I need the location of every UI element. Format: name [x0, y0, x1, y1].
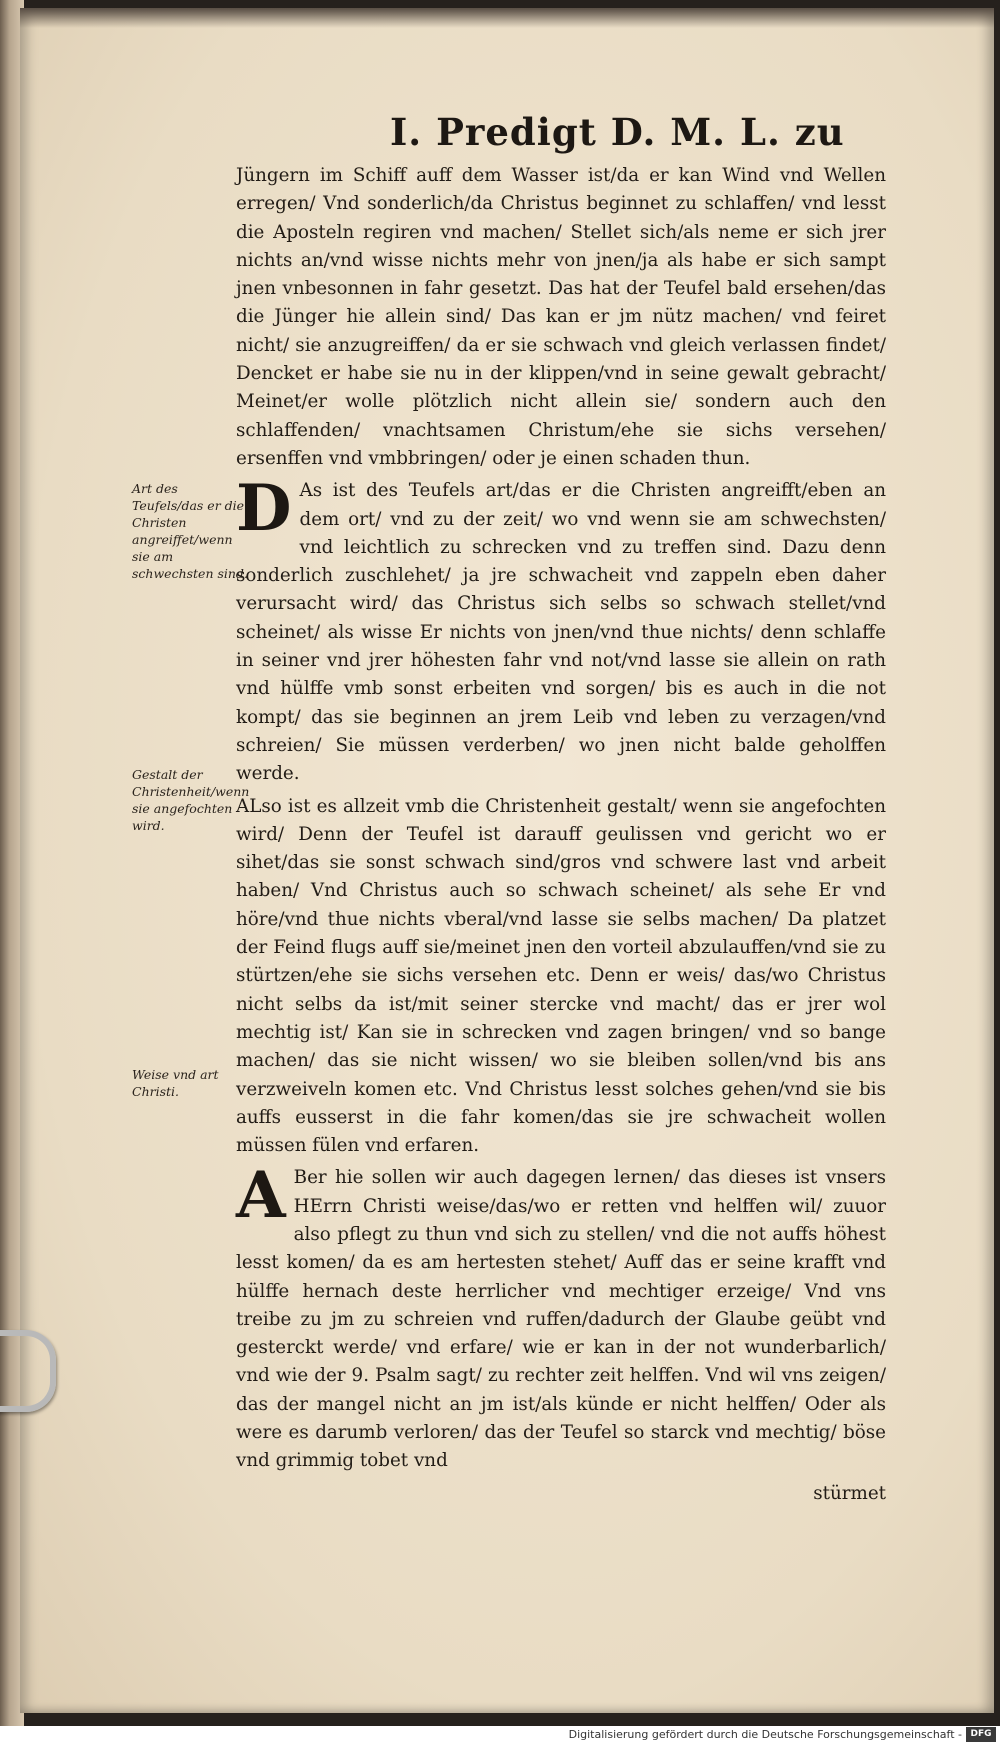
paragraph-text: Jüngern im Schiff auff dem Wasser ist/da er kan Wind vnd Wellen erregen/ Vnd sonderlich/da Christus beginnet zu schlaffen/ vnd lesst die Aposteln regiren vnd machen/ Stellet sich/als neme er sich jrer nichts an/vnd wisse nichts mehr von jnen/ja als habe er sich sampt jnen vnbesonnen in fahr gesetzt. Das hat der Teufel bald ersehen/das die Jünger hie allein sind/ Das kan er jm nütz machen/ vnd feiret nicht/ sie anzugreiffen/ da er sie schwach vnd gleich verlassen findet/ Dencket er habe sie nu in der klippen/vnd in seine gewalt gebracht/ Meinet/er wolle plötzlich nicht allein sie/ sondern auch den schlaffenden/ vnachtsamen Christum/ehe sie sichs versehen/ ersenffen vnd vmbbringen/ oder je einen schaden thun.: [236, 165, 886, 469]
dfg-logo-icon: DFG: [966, 1727, 996, 1742]
drop-initial: A: [236, 1158, 286, 1234]
drop-initial: D: [236, 471, 292, 547]
margin-note: Art des Teufels/das er die Christen angreiffet/wenn sie am schwechsten sind.: [132, 481, 248, 581]
running-title: I. Predigt D. M. L. zu: [390, 110, 845, 154]
margin-note: Gestalt der Christenheit/wenn sie angefochten wird.: [132, 767, 250, 833]
paragraph: [236, 1158, 886, 1475]
catchword: stürmet: [813, 1482, 886, 1504]
paragraph-text: Ber hie sollen wir auch dagegen lernen/ das dieses ist vnsers HErrn Christi weise/das/wo er retten vnd helffen wil/ zuuor also pflegt zu thun vnd sich zu stellen/ vnd die not auffs höhest lesst komen/ da es am hertesten stehet/ Auff das er seine krafft vnd hülffe hernach deste herrlicher vnd mechtiger erzeige/ Vnd vns treibe zu jm zu schreien vnd ruffen/dadurch der Glaube geübt vnd gesterckt werde/ vnd erfare/ wie er kan in der not wunderbarlich/ vnd wie der 9. Psalm sagt/ zu rechter zeit helffen. Vnd wil vns zeigen/ das der mangel nicht an jm ist/als künde er nicht helffen/ Oder als were es darumb verloren/ das der Teufel so starck vnd mechtig/ böse vnd grimmig tobet vnd: [236, 1167, 886, 1472]
margin-note: Weise vnd art Christi.: [132, 1067, 219, 1099]
paragraph-text: As ist des Teufels art/das er die Christen angreifft/eben an dem ort/ vnd zu der zeit/ wo vnd wenn sie am schwechsten/ vnd leichtlich zu schrecken vnd zu treffen sind. Dazu denn sonderlich zuschlehet/ ja jre schwacheit vnd zappeln eben daher verursacht wird/ das Christus sich selbs so schwach stellet/vnd scheinet/ als wisse Er nichts von jnen/vnd thue nichts/ denn schlaffe in seiner vnd jrer höhesten fahr vnd not/vnd lasse sie allein on rath vnd hülffe vmb sonst erbeiten vnd sorgen/ bis es auch in die not kompt/ das sie beginnen an jrem Leib vnd leben zu verzagen/vnd schreien/ Sie müssen verderben/ wo jnen nicht balde geholffen werde.: [236, 480, 886, 785]
paragraph: [236, 471, 886, 788]
paper-clip-icon: [0, 1330, 56, 1412]
footer-bar: [0, 1726, 1000, 1744]
paragraph: [236, 162, 886, 473]
body-text: [236, 162, 886, 1508]
paragraph: [236, 793, 886, 1161]
footer-credit: Digitalisierung gefördert durch die Deutsche Forschungsgemeinschaft -: [568, 1728, 962, 1741]
paragraph-text: ALso ist es allzeit vmb die Christenheit gestalt/ wenn sie angefochten wird/ Denn der Teufel ist darauff geulissen vnd gericht wo er sihet/das sie sonst schwach sind/gros vnd schwere last vnd arbeit haben/ Vnd Christus auch so schwach scheinet/ als sehe Er vnd höre/vnd thue nichts vberal/vnd lasse sie selbs machen/ Da platzet der Feind flugs auff sie/meinet jnen den vorteil abzulauffen/vnd sie zu stürtzen/ehe sie sichs versehen etc. Denn er weis/ das/wo Christus nicht selbs da ist/mit seiner stercke vnd macht/ das er jrer wol mechtig ist/ Kan sie in schrecken vnd zagen bringen/ vnd so bange machen/ das sie nicht wissen/ wo sie bleiben sollen/vnd bis ans verzweiveln komen etc. Vnd Christus lesst solches gehen/vnd sie bis auffs eusserst in die fahr komen/das sie jre schwacheit wollen müssen fülen vnd erfaren.: [236, 795, 886, 1157]
top-shadow: [20, 8, 994, 28]
